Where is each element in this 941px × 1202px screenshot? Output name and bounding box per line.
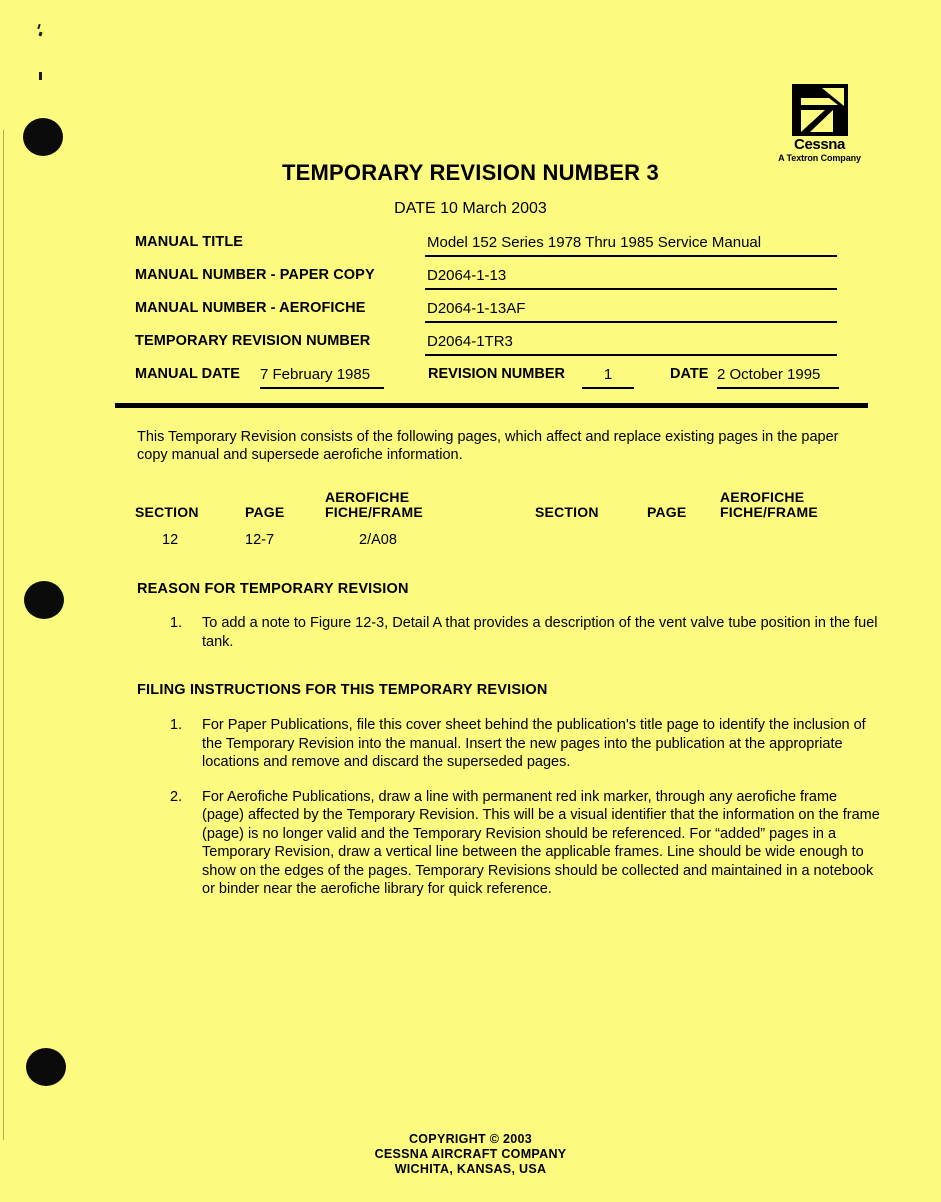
column-header-fiche-bottom: FICHE/FRAME <box>325 504 423 520</box>
cell-fiche-frame: 2/A08 <box>359 532 397 548</box>
column-header-fiche-frame <box>325 490 423 520</box>
form-row-manual-number-paper <box>135 267 875 300</box>
form-row-manual-number-aerofiche <box>135 300 875 333</box>
manual-date-label: MANUAL DATE <box>135 366 240 382</box>
revision-number-label: REVISION NUMBER <box>428 366 565 382</box>
revision-number-value: 1 <box>582 366 634 389</box>
list-item-text: To add a note to Figure 12-3, Detail A that provides a description of the vent valve tube position in the fuel tank. <box>202 615 878 650</box>
scan-artifact <box>39 72 42 80</box>
scan-edge-line <box>3 130 4 1140</box>
manual-title-label: MANUAL TITLE <box>135 234 244 250</box>
form-row-dates <box>135 366 875 396</box>
manual-number-paper-value: D2064-1-13 <box>425 267 837 290</box>
manual-identification-form <box>135 234 875 396</box>
company-name: CESSNA AIRCRAFT COMPANY <box>374 1147 567 1161</box>
list-item <box>170 788 882 899</box>
list-item <box>170 614 885 651</box>
intro-paragraph: This Temporary Revision consists of the following pages, which affect and replace existing pages in the paper copy manual and supersede aerofiche information. <box>137 429 839 463</box>
reason-heading: REASON FOR TEMPORARY REVISION <box>137 581 409 597</box>
punch-hole <box>26 1048 66 1086</box>
column-header-fiche-bottom-2: FICHE/FRAME <box>720 504 818 520</box>
revision-date-label: DATE <box>670 366 709 382</box>
punch-hole <box>24 581 64 619</box>
filing-heading: FILING INSTRUCTIONS FOR THIS TEMPORARY REVISION <box>137 682 548 698</box>
document-date: DATE 10 March 2003 <box>394 200 547 217</box>
column-header-fiche-top: AEROFICHE <box>325 489 410 505</box>
cell-page: 12-7 <box>245 532 275 548</box>
cessna-wordmark: Cessna <box>794 136 845 153</box>
column-header-page-2: PAGE <box>647 504 687 520</box>
list-item-number: 1. <box>170 615 183 631</box>
manual-date-value: 7 February 1985 <box>260 366 384 389</box>
page-title: TEMPORARY REVISION NUMBER 3 <box>281 160 659 185</box>
list-item <box>170 716 882 772</box>
scan-artifact <box>37 24 40 29</box>
temporary-revision-number-label: TEMPORARY REVISION NUMBER <box>135 333 371 349</box>
filing-list <box>170 716 882 915</box>
manual-number-paper-label: MANUAL NUMBER - PAPER COPY <box>135 267 375 283</box>
column-header-section: SECTION <box>135 504 199 520</box>
list-item-text: For Paper Publications, file this cover sheet behind the publication's title page to identify the inclusion of the Temporary Revision into the manual. Insert the new pages into the publication at the appropriate locations and remove and discard the superseded pages. <box>202 717 866 770</box>
list-item-number: 1. <box>170 717 183 733</box>
table-header-row <box>135 480 875 520</box>
punch-hole <box>23 118 63 156</box>
cessna-logo <box>752 84 887 163</box>
column-header-fiche-top-2: AEROFICHE <box>720 489 805 505</box>
affected-pages-table <box>135 480 875 558</box>
column-header-section-2: SECTION <box>535 504 599 520</box>
horizontal-divider <box>115 403 868 408</box>
column-header-page: PAGE <box>245 504 285 520</box>
form-row-manual-title <box>135 234 875 267</box>
scan-artifact <box>38 32 42 37</box>
copyright-footer <box>0 1132 941 1177</box>
copyright-line: COPYRIGHT © 2003 <box>408 1132 533 1146</box>
cell-section: 12 <box>162 532 179 548</box>
revision-date-value: 2 October 1995 <box>717 366 839 389</box>
manual-number-aerofiche-label: MANUAL NUMBER - AEROFICHE <box>135 300 366 316</box>
company-location: WICHITA, KANSAS, USA <box>394 1162 547 1176</box>
textron-tagline: A Textron Company <box>778 153 861 163</box>
temporary-revision-number-value: D2064-1TR3 <box>425 333 837 356</box>
cessna-arrow-mark-icon <box>792 84 848 136</box>
column-header-fiche-frame-2 <box>720 490 818 520</box>
table-row <box>135 532 875 558</box>
list-item-number: 2. <box>170 788 183 805</box>
manual-title-value: Model 152 Series 1978 Thru 1985 Service Manual <box>425 234 837 257</box>
list-item-text: For Aerofiche Publications, draw a line with permanent red ink marker, through any aerofiche frame (page) affected by the Temporary Revision. This will be a visual identifier that the information on the frame (page) is no longer valid and the Temporary Revision should be referenced. For “added” pages in a Temporary Revision, draw a vertical line between the applicable frames. Line should be wide enough to show on the edges of the pages. Temporary Revisions should be collected and maintained in a notebook or binder near the aerofiche library for quick reference. <box>202 788 880 897</box>
manual-number-aerofiche-value: D2064-1-13AF <box>425 300 837 323</box>
form-row-temporary-revision-number <box>135 333 875 366</box>
reason-list <box>170 614 885 667</box>
